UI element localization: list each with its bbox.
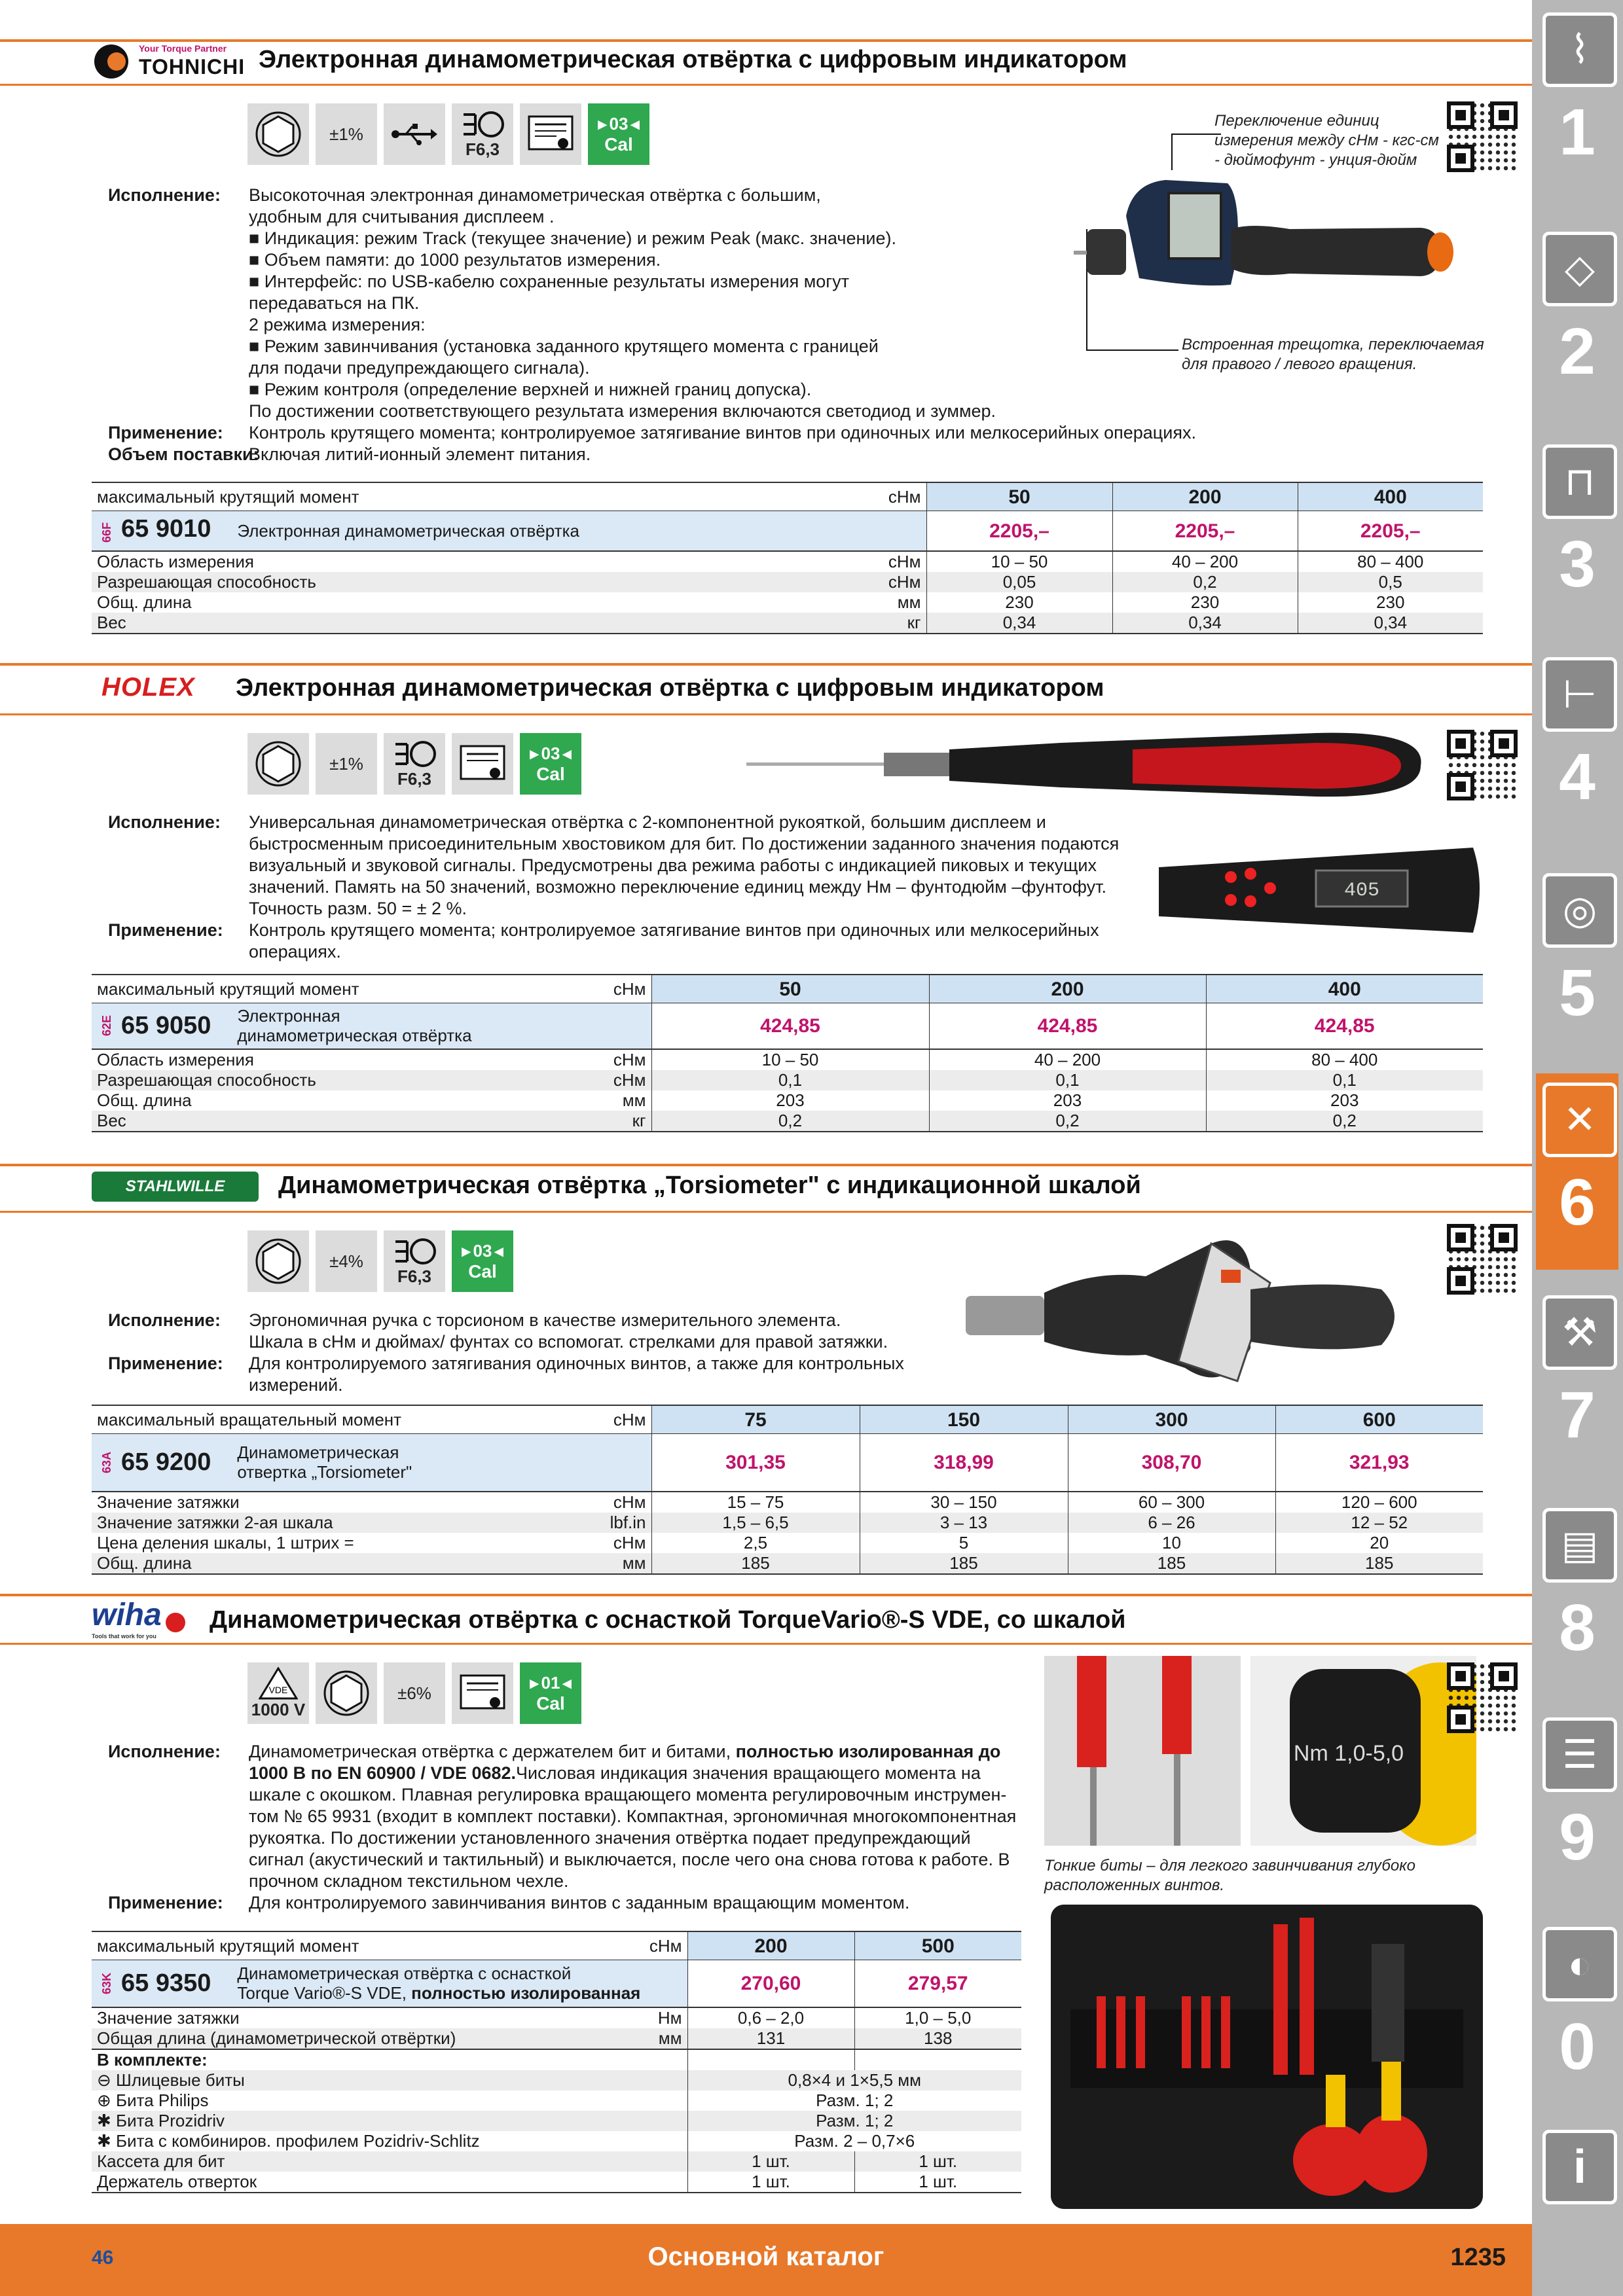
tool-holder-icon: ⊓ xyxy=(1542,444,1617,519)
design-line: Высокоточная электронная динамометрическая отвёртка с большим, xyxy=(249,185,821,205)
holex-logo: HOLEX xyxy=(101,673,195,702)
product-description: Исполнение: Эргономичная ручка с торсионом в качестве измерительного элемента. Шкала в сНм и дюймах/ фунтах со вспомогат. стрелками для правой затяжки. Применение: Для контролируемого затягивания одиночных винтов, а также для контрольных измерений. xyxy=(108,1310,904,1395)
feature-icons xyxy=(247,733,581,795)
cabinet-icon: ☰ xyxy=(1542,1717,1617,1792)
price: 270,60 xyxy=(687,1960,854,2007)
spec-table: максимальный крутящий момент сНм 200 500 63K 65 9350 Динамометрическая отвёртка с оснасткой Torque Vario®-S VDE, полностью изолированная 270,60 279,57 Значение затяжки Нм 0,6 – 2,0 1,0 – 5,0 Общая длина (динамометрической отвёртки) мм 131 138 В комплекте: ⊖ Шлицевые биты 0,8×4 и 1×5,5 мм ⊕ Бита Philips Разм. 1; 2 ✱ Бита Prozidriv Разм. 1; 2 ✱ Бита с комбиниров. профилем Pozidriv-Schlitz Разм. 2 – 0,7×6 Кассета для бит 1 шт. 1 шт. Держатель отверток 1 шт. 1 шт. xyxy=(92,1931,1021,2193)
chapter-tab-1[interactable]: ⌇ 1 xyxy=(1536,3,1618,200)
chapter-tab-4[interactable]: ⊢ 4 xyxy=(1536,648,1618,844)
bit-holder-icon: F6,3 xyxy=(452,103,513,165)
accuracy-badge: ±6% xyxy=(384,1662,445,1724)
chapter-tab-7[interactable]: ⚒ 7 xyxy=(1536,1286,1618,1482)
grinding-disc-icon: ◎ xyxy=(1542,873,1617,948)
design-line: ■ Индикация: режим Track (текущее значение) и режим Peak (макс. значение). xyxy=(249,228,896,248)
drill-icon: ⌇ xyxy=(1542,12,1617,87)
slot-bit-icon: ⊖ xyxy=(97,2070,111,2090)
article-number: 65 9010 xyxy=(121,515,211,543)
design-line: Универсальная динамометрическая отвёртка с 2-компонентной рукояткой, большим дисплеем и xyxy=(249,812,1046,832)
prozidriv-bit-icon: ✱ xyxy=(97,2110,111,2130)
brand-tagline: Your Torque Partner xyxy=(139,43,227,54)
design-line: ■ Режим завинчивания (установка заданного крутящего момента с границей xyxy=(249,336,879,356)
design-line: значений. Память на 50 значений, возможно переключение единиц между Нм – фунтодюйм –фунтофут. xyxy=(249,877,1106,897)
section-top-line xyxy=(0,1594,1532,1596)
design-line: для подачи предупреждающего сигнала). xyxy=(249,358,590,378)
feature-icons xyxy=(247,103,649,165)
design-line: визуальный и звуковой сигналы. Предусмотрены два режима работы с индикацией пиковых и текущих xyxy=(249,855,1097,875)
section-top-line xyxy=(0,39,1532,42)
socket-label: Nm 1,0-5,0 xyxy=(1293,1741,1404,1766)
tohnichi-logo xyxy=(92,42,246,81)
usb-icon xyxy=(384,103,445,165)
svg-text:VDE: VDE xyxy=(268,1684,288,1695)
design-line: передаваться на ПК. xyxy=(249,293,420,313)
certificate-icon xyxy=(520,103,581,165)
article-number: 65 9050 xyxy=(121,1011,211,1039)
page-number-right: 1235 xyxy=(1450,2244,1506,2271)
price: 321,93 xyxy=(1275,1434,1483,1492)
certificate-icon xyxy=(452,1662,513,1724)
chapter-tab-9[interactable]: ☰ 9 xyxy=(1536,1708,1618,1905)
scope-label: Объем поставки: xyxy=(108,444,259,464)
hex-socket-icon xyxy=(247,1230,309,1292)
page-footer xyxy=(0,2224,1532,2296)
workshop-icon: ▤ xyxy=(1542,1508,1617,1583)
design-label: Исполнение: xyxy=(108,1310,221,1330)
section-divider xyxy=(0,1643,1532,1645)
design-label: Исполнение: xyxy=(108,812,221,832)
article-number: 65 9200 xyxy=(121,1448,211,1476)
qr-code xyxy=(1447,730,1518,800)
product-description: Исполнение: Динамометрическая отвёртка с держателем бит и битами, полностью изолированная до 1000 В по EN 60900 / VDE 0682.Числовая индикация значения вращающего момента на шкале с окошком. Плавная регулировка вращающего момента регулировочным инструмен-том № 65 9931 (входит в комплект поставки). Компактная, эргономичная многокомпонентная рукоятка. По достижении установленного значения отвёртка подает предупреждающий сигнал (акустический и тактильный) и выключается, после чего она снова готова к работе. В прочном складном текстильном чехле. Применение: Для контролируемого завинчивания винтов с заданным вращающим моментом. xyxy=(108,1741,1018,1914)
display-value: 405 xyxy=(1343,880,1380,902)
brand-name: TOHNICHI xyxy=(139,55,246,79)
calibration-badge: ▸ 03 ◂ Cal xyxy=(452,1230,513,1292)
bit-holder-icon: F6,3 xyxy=(384,1230,445,1292)
tohnichi-screwdriver-image xyxy=(1074,131,1486,367)
design-line: ■ Интерфейс: по USB-кабелю сохраненные результаты измерения могут xyxy=(249,272,849,291)
chapter-tab-8[interactable]: ▤ 8 xyxy=(1536,1499,1618,1695)
page-number-left: 46 xyxy=(92,2247,114,2269)
section-divider xyxy=(0,713,1532,715)
use-text: Для контролируемого завинчивания винтов с заданным вращающим моментом. xyxy=(249,1893,910,1912)
chapter-tab-3[interactable]: ⊓ 3 xyxy=(1536,435,1618,632)
price: 301,35 xyxy=(651,1434,860,1492)
chapter-tab-2[interactable]: ◇ 2 xyxy=(1536,223,1618,419)
section-title: Электронная динамометрическая отвёртка с цифровым индикатором xyxy=(236,674,1104,702)
design-line: ■ Объем памяти: до 1000 результатов измерения. xyxy=(249,250,661,270)
torsiometer-image xyxy=(962,1217,1408,1394)
holex-screwdriver-image xyxy=(740,723,1427,808)
bit-holder-icon: F6,3 xyxy=(384,733,445,795)
section-top-line xyxy=(0,663,1532,666)
price: 424,85 xyxy=(1206,1003,1483,1049)
product-description xyxy=(108,185,1221,465)
safety-icon: ◐ xyxy=(1542,1927,1617,2001)
use-label: Применение: xyxy=(108,920,223,940)
calibration-badge: ▸ 03 ◂ Cal xyxy=(588,103,649,165)
chapter-tab-6[interactable]: ✕ 6 xyxy=(1536,1073,1618,1270)
holex-display-image xyxy=(1159,841,1486,939)
use-label: Применение: xyxy=(108,1354,223,1373)
design-text xyxy=(249,812,1156,920)
use-text: Контроль крутящего момента; контролируемое затягивание винтов при одиночных или мелкосерийных операциях. xyxy=(249,423,1196,442)
product-description: Исполнение: Универсальная динамометрическая отвёртка с 2-компонентной рукояткой, большим дисплеем и быстросменным присоединительным хвостовиком для бит. По достижении заданного значения подаются визуальный и звуковой сигналы. Предусмотрены два режима работы с индикацией пиковых и текущих значений. Память на 50 значений, возможно переключение единиц между Нм – фунтодюйм –фунтофут. Точность разм. 50 = ± 2 %. Применение: Контроль крутящего момента; контролируемое затягивание винтов при одиночных или мелкосерийных операциях. xyxy=(108,812,1156,963)
hex-socket-icon xyxy=(247,733,309,795)
feature-icons xyxy=(247,1230,513,1292)
chapter-tab-0[interactable]: ◐ 0 xyxy=(1536,1918,1618,2114)
vde-icon: VDE 1000 V xyxy=(247,1662,309,1724)
philips-bit-icon: ⊕ xyxy=(97,2090,111,2110)
design-line: Точность разм. 50 = ± 2 %. xyxy=(249,899,467,918)
qr-code xyxy=(1447,1224,1518,1295)
catalog-title: Основной каталог xyxy=(647,2242,884,2271)
design-line: ■ Режим контроля (определение верхней и нижней границ допуска). xyxy=(249,380,812,399)
section-title: Динамометрическая отвёртка „Torsiometer" с индикационной шкалой xyxy=(278,1172,1141,1199)
design-line: По достижении соответствующего результата измерения включаются светодиод и зуммер. xyxy=(249,401,996,421)
price: 2205,– xyxy=(926,511,1112,552)
calibration-badge: ▸ 01 ◂ Cal xyxy=(520,1662,581,1724)
design-line: удобным для считывания дисплеем . xyxy=(249,207,555,226)
insert-icon: ◇ xyxy=(1542,232,1617,306)
info-icon: i xyxy=(1542,2130,1617,2204)
qr-code xyxy=(1447,1662,1518,1733)
hex-socket-icon xyxy=(247,103,309,165)
chapter-tab-5[interactable]: ◎ 5 xyxy=(1536,864,1618,1060)
hammer-pliers-icon: ⚒ xyxy=(1542,1295,1617,1370)
scope-text: Включая литий-ионный элемент питания. xyxy=(249,444,591,464)
price: 2205,– xyxy=(1298,511,1483,552)
use-label: Применение: xyxy=(108,423,223,442)
section-divider xyxy=(0,1211,1532,1213)
spec-table: максимальный крутящий момент сНм 50 200 400 62E 65 9050 Электронная динамометрическая отвёртка 424,85 424,85 424,85 Область измерения сНм 10 – 50 40 – 200 80 – 400 Разрешающая способность сНм 0,1 0,1 0,1 Общ. длина мм 203 203 203 Вес кг 0,2 0,2 0,2 xyxy=(92,974,1483,1132)
design-line: быстросменным присоединительным хвостовиком для бит. По достижении заданного значения подаются xyxy=(249,834,1120,853)
certificate-icon xyxy=(452,733,513,795)
tool-kit-pouch-image xyxy=(1051,1905,1483,2209)
section-title: Динамометрическая отвёртка с оснасткой TorqueVario®-S VDE, со шкалой xyxy=(210,1606,1126,1634)
article-number: 65 9350 xyxy=(121,1969,211,1997)
thin-bits-caption: Тонкие биты – для легкого завинчивания глубоко расположенных винтов. xyxy=(1044,1857,1415,1894)
price: 318,99 xyxy=(860,1434,1068,1492)
calibration-badge: ▸ 03 ◂ Cal xyxy=(520,733,581,795)
section-divider xyxy=(0,84,1532,86)
section-top-line xyxy=(0,1164,1532,1166)
design-label: Исполнение: xyxy=(108,185,221,205)
stahlwille-logo: STAHLWILLE xyxy=(92,1172,259,1202)
price: 424,85 xyxy=(651,1003,929,1049)
ratchet-caption: Встроенная трещотка, переключаемая для правого / левого вращения. xyxy=(1182,336,1484,373)
price: 424,85 xyxy=(929,1003,1206,1049)
section-title: Электронная динамометрическая отвёртка с цифровым индикатором xyxy=(259,46,1127,73)
spec-table: максимальный крутящий момент сНм 50 200 400 66F 65 9010 Электронная динамометрическая отвёртка 2205,– 2205,– 2205,– Область измерения сНм 10 – 50 40 – 200 80 – 400 Разрешающая способность сНм 0,05 0,2 0,5 Общ. длина мм 230 230 230 Вес кг 0,34 0,34 0,34 xyxy=(92,482,1483,634)
wrench-screwdriver-icon: ✕ xyxy=(1542,1083,1617,1157)
hex-socket-icon xyxy=(316,1662,377,1724)
use-label: Применение: xyxy=(108,1893,223,1912)
accuracy-badge: ±1% xyxy=(316,103,377,165)
wiha-logo: wiha Tools that work for you xyxy=(92,1597,185,1640)
price: 2205,– xyxy=(1112,511,1298,552)
qr-code xyxy=(1447,101,1518,172)
accuracy-badge: ±4% xyxy=(316,1230,377,1292)
caliper-icon: ⊢ xyxy=(1542,657,1617,732)
design-line: 2 режима измерения: xyxy=(249,315,426,334)
thin-bits-image xyxy=(1044,1656,1241,1846)
price: 279,57 xyxy=(854,1960,1021,2007)
chapter-tab-info[interactable] xyxy=(1536,2121,1618,2219)
accuracy-badge: ±1% xyxy=(316,733,377,795)
price: 308,70 xyxy=(1068,1434,1275,1492)
torque-socket-image xyxy=(1250,1656,1476,1846)
design-label: Исполнение: xyxy=(108,1742,221,1761)
unit-switch-caption: Переключение единиц измерения между сНм - кгс-см - дюймофунт - унция-дюйм xyxy=(1214,112,1439,169)
pozidriv-slot-bit-icon: ✱ xyxy=(97,2130,111,2151)
spec-table: максимальный вращательный момент сНм 75 150 300 600 63A 65 9200 Динамометрическая отвертка „Torsiometer" 301,35 318,99 308,70 321,93 Значение затяжки сНм 15 – 75 30 – 150 60 – 300 120 – 600 Значение затяжки 2-ая шкала lbf.in 1,5 – 6,5 3 – 13 6 – 26 12 – 52 Цена деления шкалы, 1 штрих = сНм 2,5 5 10 20 Общ. длина мм 185 185 185 185 xyxy=(92,1405,1483,1575)
feature-icons xyxy=(247,1662,581,1724)
